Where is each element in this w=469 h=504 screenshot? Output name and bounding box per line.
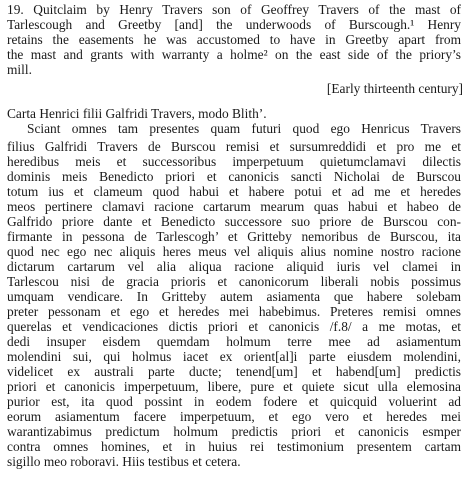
summary-line: retains the easements he was accustomed to have in Greetby apart from: [7, 32, 461, 47]
charter-line: dictarum cartarum vel alia aliqua racione aliquid iuris vel clamei in: [7, 259, 461, 274]
charter-line: purior est, ita quod possint in eodem fodere et quicquid voluerint ad: [7, 394, 461, 409]
summary-line: 19. Quitclaim by Henry Travers son of Geoffrey Travers of the mast of: [7, 2, 461, 17]
summary-line: mill.: [7, 62, 32, 77]
charter-line: totum ius et clameum quod habui et habere potui et ad me et heredes: [7, 184, 461, 199]
charter-line: molendini sui, qui holmus iacet ex orient[al]i parte eiusdem molendini,: [7, 349, 461, 364]
charter-line: meos pertinere clamavi racione cartarum mearum quas habui et habeo de: [7, 199, 461, 214]
charter-line: Galfrido priore dante et Benedicto successore suo priore de Burscou con-: [7, 214, 461, 229]
charter-line: dedi insuper eisdem quemdam holmum terre mee ad asiamentum: [7, 334, 461, 349]
charter-line: umquam vendicare. In Gritteby autem asiamenta que habere solebam: [7, 289, 461, 304]
charter-heading: Carta Henrici filii Galfridi Travers, modo Blith’.: [7, 106, 267, 121]
summary-line: Tarlescough and Greetby [and] the underwoods of Burscough.¹ Henry: [7, 17, 461, 32]
date-note: [Early thirteenth century]: [326, 81, 463, 96]
charter-line: Tarlescou nisi de gracia prioris et canonicorum liberali nobis possimus: [7, 274, 461, 289]
charter-line: quod nec ego nec aliquis heres meus vel aliquis alius nomine nostro racione: [7, 244, 461, 259]
charter-line: contra omnes homines, et in huius rei testimonium presentem cartam: [7, 439, 461, 454]
charter-line: querelas et vendicaciones dictis priori et canonicis /f.8/ a me motas, et: [7, 319, 461, 334]
charter-line: sigillo meo roboravi. Hiis testibus et cetera.: [7, 454, 241, 469]
charter-line: priori et canonicis imperpetuum, libere, pure et quiete sicut ulla elemosina: [7, 379, 461, 394]
summary-line: the mast and grants with warranty a holme² on the east side of the priory’s: [7, 47, 461, 62]
charter-line: filius Galfridi Travers de Burscou remisi et sursumreddidi et pro me et: [7, 139, 461, 154]
charter-line: dominis meis Benedicto priori et canonicis sancti Nicholai de Burscou: [7, 169, 461, 184]
charter-line: preter pessonam et ego et heredes mei habebimus. Preteres remisi omnes: [7, 304, 461, 319]
charter-line: warantizabimus predictum holmum predictis priori et canonicis esmper: [7, 424, 461, 439]
charter-line: eorum asiamentum facere imperpetuum, et ego vero et heredes mei: [7, 409, 461, 424]
charter-line: heredibus meis et successoribus imperpetuum quietumclamavi dilectis: [7, 154, 461, 169]
charter-line: Sciant omnes tam presentes quam futuri quod ego Henricus Travers: [27, 121, 461, 136]
charter-line: videlicet ex australi parte ducte; tenend[um] et habend[um] predictis: [7, 364, 461, 379]
charter-line: firmante in pessona de Tarlescogh’ et Gritteby nemoribus de Burscou, ita: [7, 229, 461, 244]
